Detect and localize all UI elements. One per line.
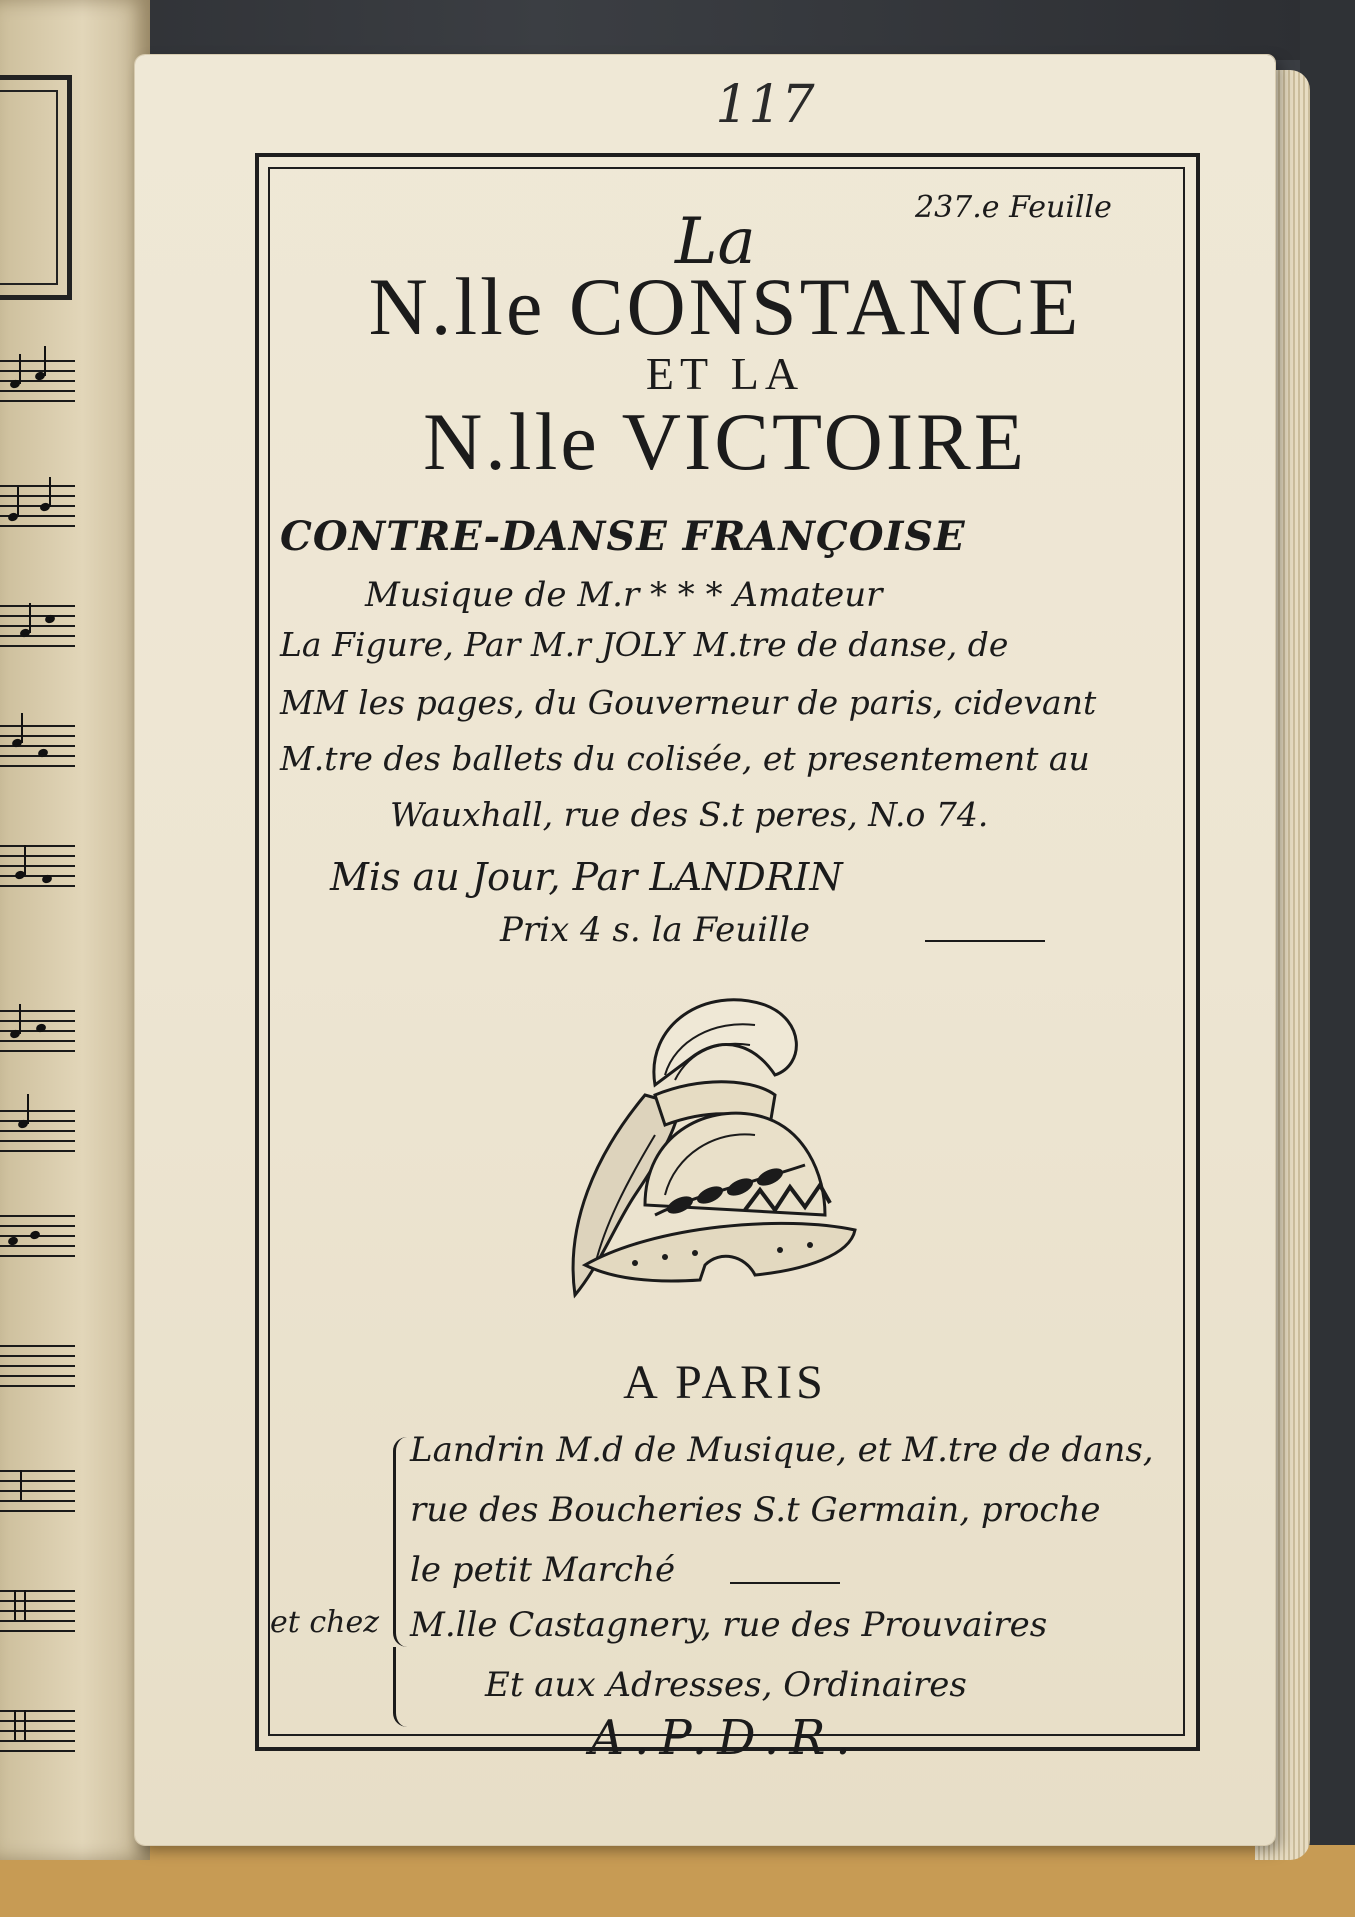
music-staff (0, 1110, 75, 1154)
music-staff (0, 605, 75, 649)
music-staff (0, 485, 75, 529)
title-line-2: N.lle VICTOIRE (423, 396, 1027, 487)
helmet-icon (505, 965, 885, 1345)
price-line: Prix 4 s. la Feuille (500, 910, 810, 950)
figure-line: Wauxhall, rue des S.t peres, N.o 74. (390, 795, 989, 834)
music-staff (0, 1710, 75, 1754)
music-staff (0, 1215, 75, 1259)
music-staff (0, 845, 75, 889)
imprint-city: A PARIS (623, 1356, 827, 1409)
music-staff (0, 1345, 75, 1389)
chez-label: et chez (270, 1605, 380, 1640)
music-staff (0, 725, 75, 769)
music-staff (0, 1470, 75, 1514)
privilege-line: A.P.D.R. (589, 1710, 861, 1766)
genre-heading: CONTRE-DANSE FRANÇOISE (280, 513, 966, 560)
figure-line: M.tre des ballets du colisée, et presentement au (280, 739, 1090, 778)
background-table (0, 0, 1355, 60)
facing-page-frame-inner (0, 90, 58, 285)
folio-number: 117 (715, 75, 815, 135)
sheet-number: 237.e Feuille (915, 190, 1112, 225)
title-article: La (675, 205, 756, 279)
composer-line: Musique de M.r * * * Amateur (365, 575, 883, 615)
imprint-line: le petit Marché (410, 1550, 676, 1590)
publisher-line: Mis au Jour, Par LANDRIN (330, 855, 843, 899)
imprint-rule (730, 1582, 840, 1584)
imprint-line: Landrin M.d de Musique, et M.tre de dans, (410, 1430, 1154, 1470)
title-page (135, 55, 1275, 1845)
price-rule (925, 940, 1045, 942)
figure-line: MM les pages, du Gouverneur de paris, cidevant (280, 683, 1097, 722)
helmet-illustration (505, 965, 885, 1345)
music-staff (0, 1590, 75, 1634)
facing-page-music (0, 0, 150, 1860)
music-staff (0, 360, 75, 404)
figure-line: La Figure, Par M.r JOLY M.tre de danse, de (280, 625, 1009, 664)
facing-page-frame (0, 75, 72, 300)
title-line-1: N.lle CONSTANCE (368, 261, 1082, 352)
music-staff (0, 1010, 75, 1054)
title-conjunction: ET LA (645, 348, 805, 399)
background-table-bottom (0, 1845, 1355, 1917)
chez-line: Et aux Adresses, Ordinaires (485, 1665, 967, 1705)
imprint-line: rue des Boucheries S.t Germain, proche (410, 1490, 1101, 1530)
chez-line: M.lle Castagnery, rue des Prouvaires (410, 1605, 1048, 1645)
